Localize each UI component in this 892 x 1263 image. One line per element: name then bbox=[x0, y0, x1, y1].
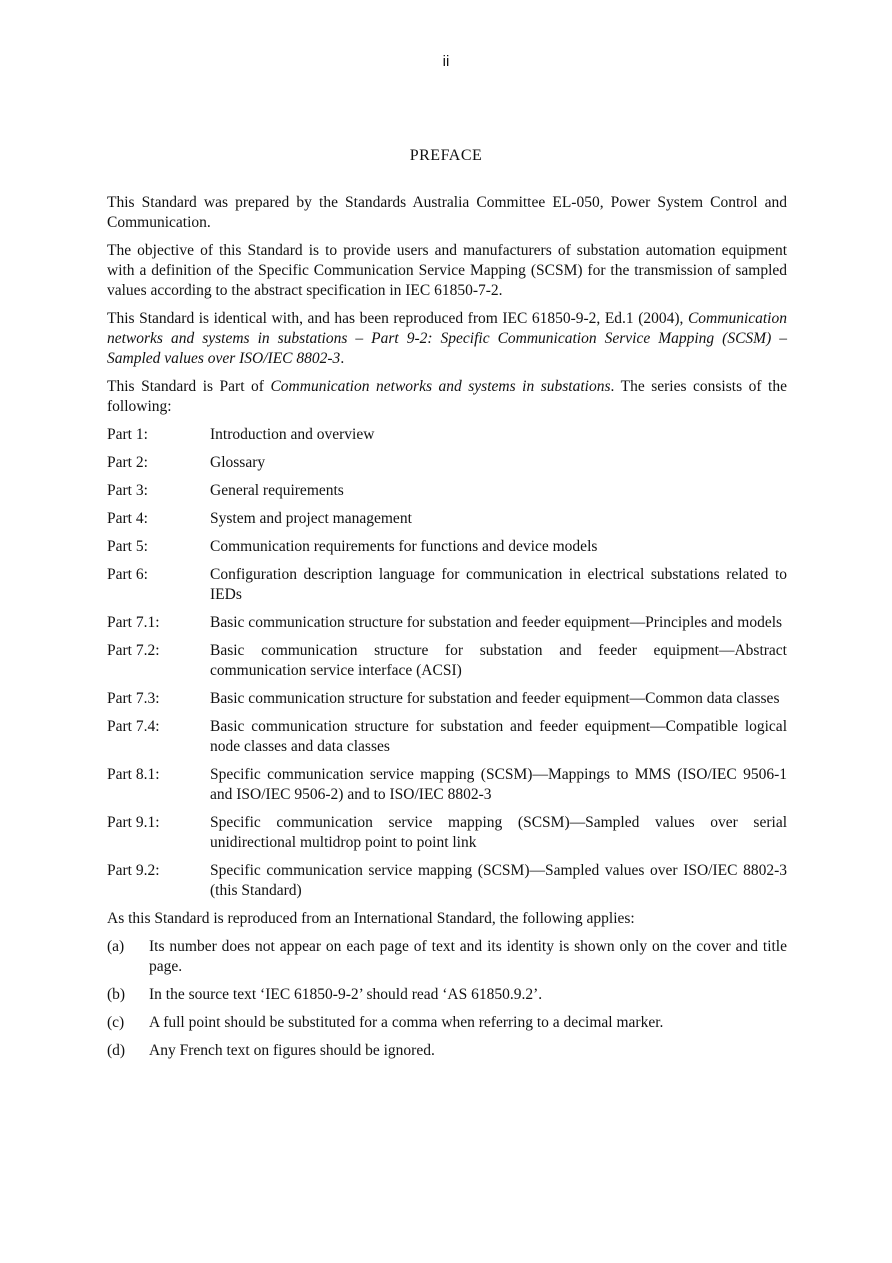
identical-text: This Standard is identical with, and has been reproduced from IEC 61850-9-2, Ed.1 (2004), bbox=[107, 310, 688, 327]
part-label: Part 5: bbox=[107, 538, 148, 555]
part-label: Part 1: bbox=[107, 426, 148, 443]
intro-paragraph-committee: This Standard was prepared by the Standards Australia Committee EL-050, Power System Control and Communication. bbox=[107, 194, 787, 231]
intro-paragraph-objective: The objective of this Standard is to provide users and manufacturers of substation automation equipment with a definition of the Specific Communication Service Mapping (SCSM) for the transmission of sampled values according to the abstract specification in IEC 61850-7-2. bbox=[107, 242, 787, 299]
part-row bbox=[107, 509, 787, 529]
part-label: Part 3: bbox=[107, 482, 148, 499]
part-row bbox=[107, 425, 787, 445]
applies-intro: As this Standard is reproduced from an International Standard, the following applies: bbox=[107, 910, 635, 927]
part-description: Glossary bbox=[210, 454, 266, 471]
part-row bbox=[107, 613, 787, 633]
intro-paragraph-identical bbox=[107, 309, 787, 369]
part-label: Part 7.4: bbox=[107, 718, 160, 735]
note-text: Any French text on figures should be ignored. bbox=[149, 1042, 435, 1059]
part-label: Part 9.2: bbox=[107, 862, 160, 879]
part-label: Part 4: bbox=[107, 510, 148, 527]
note-label: (a) bbox=[107, 938, 125, 955]
part-row bbox=[107, 861, 787, 901]
part-description: Communication requirements for functions and device models bbox=[210, 538, 598, 555]
part-label: Part 8.1: bbox=[107, 766, 160, 783]
note-text: A full point should be substituted for a comma when referring to a decimal marker. bbox=[149, 1014, 664, 1031]
note-item bbox=[107, 1041, 787, 1061]
note-item bbox=[107, 985, 787, 1005]
series-suffix: . The series consists of the following: bbox=[107, 378, 787, 415]
part-row bbox=[107, 453, 787, 473]
preface-body bbox=[107, 193, 787, 1069]
series-text: This Standard is Part of bbox=[107, 378, 271, 395]
note-text: Its number does not appear on each page of text and its identity is shown only on the cover and title page. bbox=[149, 938, 787, 975]
part-row bbox=[107, 689, 787, 709]
part-row bbox=[107, 813, 787, 853]
part-label: Part 7.3: bbox=[107, 690, 160, 707]
part-description: General requirements bbox=[210, 482, 344, 499]
part-label: Part 7.2: bbox=[107, 642, 160, 659]
part-row bbox=[107, 717, 787, 757]
notes-list bbox=[107, 937, 787, 1061]
note-label: (d) bbox=[107, 1042, 126, 1059]
part-description: System and project management bbox=[210, 510, 412, 527]
note-label: (c) bbox=[107, 1014, 125, 1031]
part-description: Basic communication structure for substation and feeder equipment—Abstract communication service interface (ACSI) bbox=[210, 642, 787, 679]
part-description: Specific communication service mapping (SCSM)—Sampled values over serial unidirectional multidrop point to point link bbox=[210, 814, 787, 851]
part-description: Introduction and overview bbox=[210, 426, 375, 443]
part-row bbox=[107, 765, 787, 805]
note-text: In the source text ‘IEC 61850-9-2’ should read ‘AS 61850.9.2’. bbox=[149, 986, 543, 1003]
part-row bbox=[107, 641, 787, 681]
part-row bbox=[107, 537, 787, 557]
page-number: ii bbox=[442, 53, 450, 70]
source-title: Communication networks and systems in substations – Part 9-2: Specific Communication Service Mapping (SCSM) – Sampled values over ISO/IEC 8802-3 bbox=[107, 310, 787, 367]
part-description: Basic communication structure for substation and feeder equipment—Principles and models bbox=[210, 614, 783, 631]
series-title: Communication networks and systems in substations bbox=[270, 378, 611, 395]
part-label: Part 6: bbox=[107, 566, 148, 583]
note-item bbox=[107, 1013, 787, 1033]
part-label: Part 9.1: bbox=[107, 814, 160, 831]
intro-paragraph-series bbox=[107, 377, 787, 417]
part-description: Specific communication service mapping (SCSM)—Sampled values over ISO/IEC 8802-3 (this Standard) bbox=[210, 862, 787, 899]
part-description: Basic communication structure for substation and feeder equipment—Common data classes bbox=[210, 690, 780, 707]
part-row bbox=[107, 565, 787, 605]
identical-suffix: . bbox=[340, 350, 345, 367]
note-label: (b) bbox=[107, 986, 126, 1003]
part-description: Basic communication structure for substation and feeder equipment—Compatible logical node classes and data classes bbox=[210, 718, 787, 755]
part-label: Part 7.1: bbox=[107, 614, 160, 631]
part-row bbox=[107, 481, 787, 501]
part-label: Part 2: bbox=[107, 454, 148, 471]
part-description: Configuration description language for communication in electrical substations related to IEDs bbox=[210, 566, 787, 603]
part-description: Specific communication service mapping (SCSM)—Mappings to MMS (ISO/IEC 9506-1 and ISO/IEC 9506-2) and to ISO/IEC 8802-3 bbox=[210, 766, 787, 803]
page-title: PREFACE bbox=[409, 147, 483, 164]
note-item bbox=[107, 937, 787, 977]
parts-list bbox=[107, 425, 787, 901]
